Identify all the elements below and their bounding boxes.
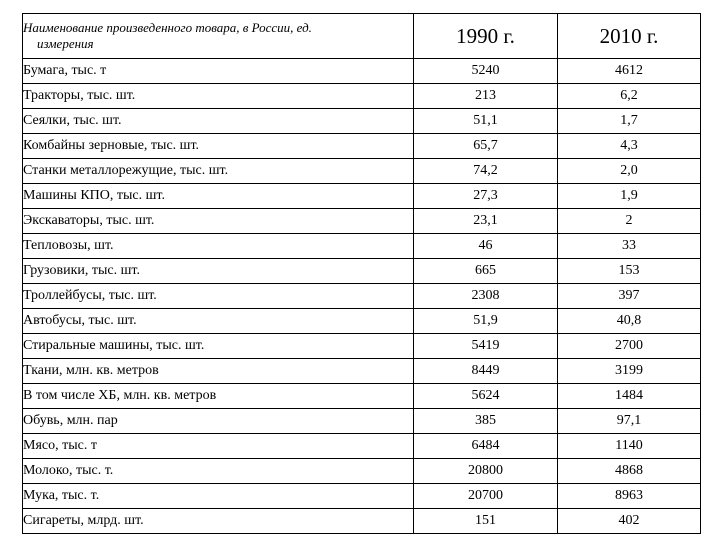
row-value-2010: 4612 bbox=[558, 59, 701, 84]
header-year-2010: 2010 г. bbox=[558, 14, 701, 59]
row-value-1990: 6484 bbox=[414, 434, 558, 459]
row-value-2010: 153 bbox=[558, 259, 701, 284]
row-value-2010: 402 bbox=[558, 509, 701, 534]
production-table bbox=[22, 13, 701, 534]
table-row bbox=[23, 209, 701, 234]
row-product-name: Машины КПО, тыс. шт. bbox=[23, 184, 414, 209]
row-product-name: Станки металлорежущие, тыс. шт. bbox=[23, 159, 414, 184]
table-row bbox=[23, 159, 701, 184]
row-value-1990: 65,7 bbox=[414, 134, 558, 159]
table-row bbox=[23, 234, 701, 259]
row-product-name: Грузовики, тыс. шт. bbox=[23, 259, 414, 284]
table-header-row bbox=[23, 14, 701, 59]
row-value-1990: 8449 bbox=[414, 359, 558, 384]
table-row bbox=[23, 259, 701, 284]
row-product-name: Обувь, млн. пар bbox=[23, 409, 414, 434]
row-value-1990: 2308 bbox=[414, 284, 558, 309]
table-row bbox=[23, 384, 701, 409]
row-product-name: Тракторы, тыс. шт. bbox=[23, 84, 414, 109]
row-product-name: Мясо, тыс. т bbox=[23, 434, 414, 459]
row-value-2010: 8963 bbox=[558, 484, 701, 509]
row-value-1990: 23,1 bbox=[414, 209, 558, 234]
table-row bbox=[23, 409, 701, 434]
row-value-1990: 27,3 bbox=[414, 184, 558, 209]
row-value-1990: 665 bbox=[414, 259, 558, 284]
table-row bbox=[23, 484, 701, 509]
row-product-name: Экскаваторы, тыс. шт. bbox=[23, 209, 414, 234]
row-value-2010: 2 bbox=[558, 209, 701, 234]
table-row bbox=[23, 459, 701, 484]
row-product-name: Ткани, млн. кв. метров bbox=[23, 359, 414, 384]
row-value-1990: 51,9 bbox=[414, 309, 558, 334]
row-product-name: Тепловозы, шт. bbox=[23, 234, 414, 259]
header-name-line2: измерения bbox=[37, 36, 94, 51]
row-value-1990: 5240 bbox=[414, 59, 558, 84]
row-product-name: Мука, тыс. т. bbox=[23, 484, 414, 509]
header-name-line1: Наименование произведенного товара, в России, ед. bbox=[23, 20, 312, 35]
row-value-1990: 20700 bbox=[414, 484, 558, 509]
row-value-2010: 2700 bbox=[558, 334, 701, 359]
row-value-2010: 97,1 bbox=[558, 409, 701, 434]
row-value-2010: 6,2 bbox=[558, 84, 701, 109]
row-product-name: Бумага, тыс. т bbox=[23, 59, 414, 84]
table-row bbox=[23, 359, 701, 384]
row-value-2010: 2,0 bbox=[558, 159, 701, 184]
row-product-name: Молоко, тыс. т. bbox=[23, 459, 414, 484]
row-product-name: Комбайны зерновые, тыс. шт. bbox=[23, 134, 414, 159]
table-row bbox=[23, 184, 701, 209]
row-product-name: Сеялки, тыс. шт. bbox=[23, 109, 414, 134]
table-row bbox=[23, 59, 701, 84]
table-row bbox=[23, 334, 701, 359]
row-value-1990: 5419 bbox=[414, 334, 558, 359]
table-row bbox=[23, 509, 701, 534]
row-value-1990: 5624 bbox=[414, 384, 558, 409]
header-year-1990: 1990 г. bbox=[414, 14, 558, 59]
table-row bbox=[23, 84, 701, 109]
row-value-1990: 20800 bbox=[414, 459, 558, 484]
row-value-2010: 397 bbox=[558, 284, 701, 309]
table-row bbox=[23, 434, 701, 459]
table-row bbox=[23, 109, 701, 134]
table-row bbox=[23, 134, 701, 159]
row-value-2010: 33 bbox=[558, 234, 701, 259]
row-product-name: В том числе ХБ, млн. кв. метров bbox=[23, 384, 414, 409]
table-row bbox=[23, 284, 701, 309]
header-product-name bbox=[23, 14, 414, 59]
row-value-1990: 213 bbox=[414, 84, 558, 109]
row-product-name: Сигареты, млрд. шт. bbox=[23, 509, 414, 534]
row-value-2010: 3199 bbox=[558, 359, 701, 384]
row-value-2010: 1484 bbox=[558, 384, 701, 409]
row-product-name: Стиральные машины, тыс. шт. bbox=[23, 334, 414, 359]
row-value-1990: 46 bbox=[414, 234, 558, 259]
row-value-1990: 151 bbox=[414, 509, 558, 534]
table-row bbox=[23, 309, 701, 334]
row-value-1990: 385 bbox=[414, 409, 558, 434]
row-value-1990: 51,1 bbox=[414, 109, 558, 134]
row-value-2010: 4,3 bbox=[558, 134, 701, 159]
row-value-2010: 1140 bbox=[558, 434, 701, 459]
row-value-2010: 4868 bbox=[558, 459, 701, 484]
row-product-name: Автобусы, тыс. шт. bbox=[23, 309, 414, 334]
row-value-2010: 40,8 bbox=[558, 309, 701, 334]
row-value-2010: 1,9 bbox=[558, 184, 701, 209]
row-product-name: Троллейбусы, тыс. шт. bbox=[23, 284, 414, 309]
row-value-2010: 1,7 bbox=[558, 109, 701, 134]
row-value-1990: 74,2 bbox=[414, 159, 558, 184]
